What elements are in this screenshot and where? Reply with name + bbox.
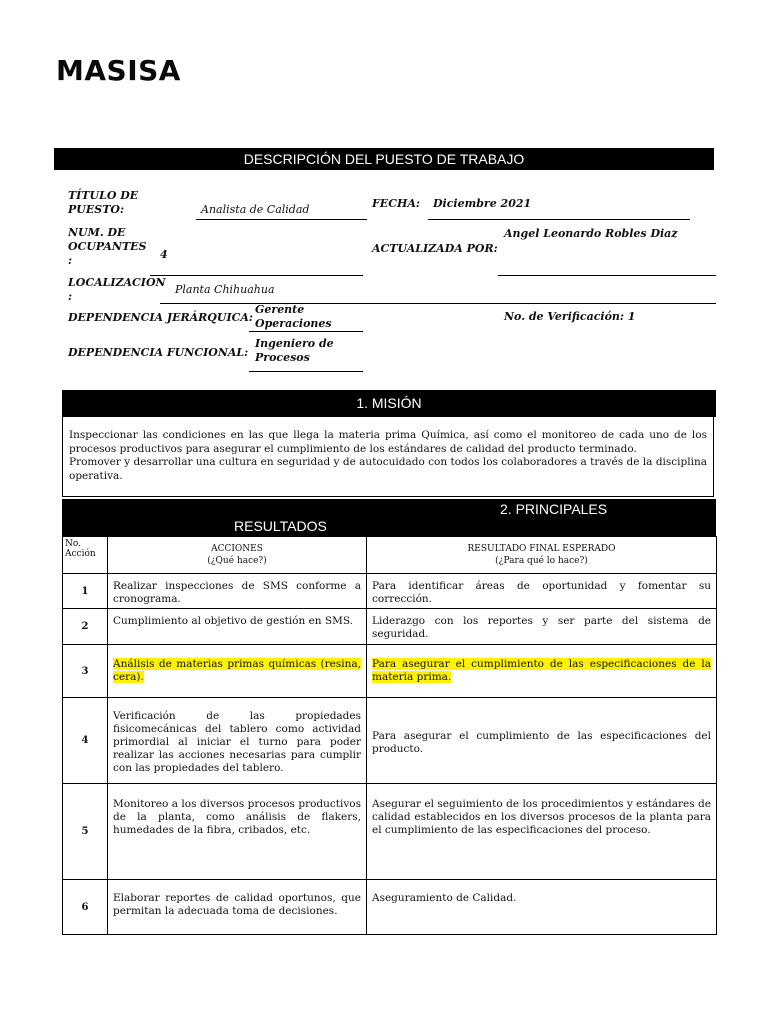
row-accion: Cumplimiento al objetivo de gestión en SMS.: [108, 609, 367, 645]
header-resultado: RESULTADO FINAL ESPERADO (¿Para qué lo hace?): [367, 537, 717, 574]
resultados-title-bar: [62, 499, 716, 536]
table-header-row: [63, 537, 717, 574]
header-no-accion: No. Acción: [63, 537, 108, 574]
table-row: [63, 784, 717, 880]
company-logo: MASISA: [56, 54, 181, 87]
table-row: [63, 645, 717, 698]
mision-paragraph-2: Promover y desarrollar una cultura en seguridad y de autocuidado con todos los colaboradores a través de la disciplina operativa.: [69, 456, 707, 482]
table-row: [63, 609, 717, 645]
row-resultado: Asegurar el seguimiento de los procedimientos y estándares de calidad establecidos en los diversos procesos de la planta para el cumplimiento de las especificaciones del proceso.: [367, 784, 717, 880]
mision-paragraph-1: Inspeccionar las condiciones en las que llega la materia prima Química, así como el monitoreo de cada uno de los procesos productivos para asegurar el cumplimiento de los estándares de calidad del producto terminado.: [69, 429, 707, 455]
highlighted-text: Para asegurar el cumplimiento de las especificaciones de la materia prima.: [372, 658, 711, 683]
dependencia-jerarquica-value: Gerente Operaciones: [249, 303, 363, 332]
row-resultado: Aseguramiento de Calidad.: [367, 880, 717, 935]
localizacion-label: LOCALIZACION :: [68, 276, 166, 303]
titulo-value: Analista de Calidad: [196, 203, 367, 220]
mision-text: [62, 417, 714, 497]
row-accion: Monitoreo a los diversos procesos productivos de la planta, como análisis de flakers, humedades de la fibra, cribados, etc.: [108, 784, 367, 880]
row-resultado: Para asegurar el cumplimiento de las especificaciones del producto.: [367, 698, 717, 784]
document-title: DESCRIPCIÓN DEL PUESTO DE TRABAJO: [54, 148, 714, 170]
fecha-value: Diciembre 2021: [428, 197, 690, 220]
row-resultado: [367, 645, 717, 698]
ocupantes-underline: [150, 260, 363, 276]
header-acciones: ACCIONES (¿Qué hace?): [108, 537, 367, 574]
table-row: [63, 574, 717, 609]
row-number: 5: [63, 784, 108, 880]
table-row: [63, 880, 717, 935]
row-number: 2: [63, 609, 108, 645]
localizacion-value: Planta Chihuahua: [175, 283, 275, 296]
fecha-label: FECHA:: [372, 197, 420, 210]
resultados-title-line2: RESULTADOS: [234, 518, 327, 534]
actualizada-label: ACTUALIZADA POR:: [372, 242, 498, 255]
actualizada-value: Angel Leonardo Robles Diaz: [504, 227, 678, 240]
resultados-title-line1: 2. PRINCIPALES: [500, 501, 608, 517]
localizacion-underline: [160, 288, 716, 304]
row-number: 6: [63, 880, 108, 935]
mision-title: 1. MISIÓN: [62, 390, 716, 417]
table-row: [63, 698, 717, 784]
dependencia-funcional-label: DEPENDENCIA FUNCIONAL:: [68, 346, 249, 359]
row-accion: Realizar inspecciones de SMS conforme a cronograma.: [108, 574, 367, 609]
row-accion: Elaborar reportes de calidad oportunos, que permitan la adecuada toma de decisiones.: [108, 880, 367, 935]
row-number: 1: [63, 574, 108, 609]
row-accion: Verificación de las propiedades fisicomecánicas del tablero como actividad primordial al iniciar el turno para poder realizar las acciones necesarias para cumplir con las propiedades del tablero.: [108, 698, 367, 784]
row-number: 3: [63, 645, 108, 698]
row-accion: [108, 645, 367, 698]
ocupantes-label: NUM. DE OCUPANTES :: [68, 226, 147, 267]
row-resultado: Para identificar áreas de oportunidad y fomentar su corrección.: [367, 574, 717, 609]
ocupantes-value: 4: [160, 248, 168, 261]
dependencia-funcional-value: Ingeniero de Procesos: [249, 337, 363, 372]
resultados-table: [62, 536, 717, 935]
dependencia-jerarquica-label: DEPENDENCIA JERÁRQUICA:: [68, 311, 253, 324]
highlighted-text: Análisis de materias primas químicas (resina, cera).: [113, 658, 361, 683]
actualizada-underline: [498, 260, 716, 276]
row-resultado: Liderazgo con los reportes y ser parte del sistema de seguridad.: [367, 609, 717, 645]
verificacion-text: No. de Verificación: 1: [504, 310, 636, 323]
titulo-label: TÍTULO DE PUESTO:: [68, 189, 139, 216]
row-number: 4: [63, 698, 108, 784]
